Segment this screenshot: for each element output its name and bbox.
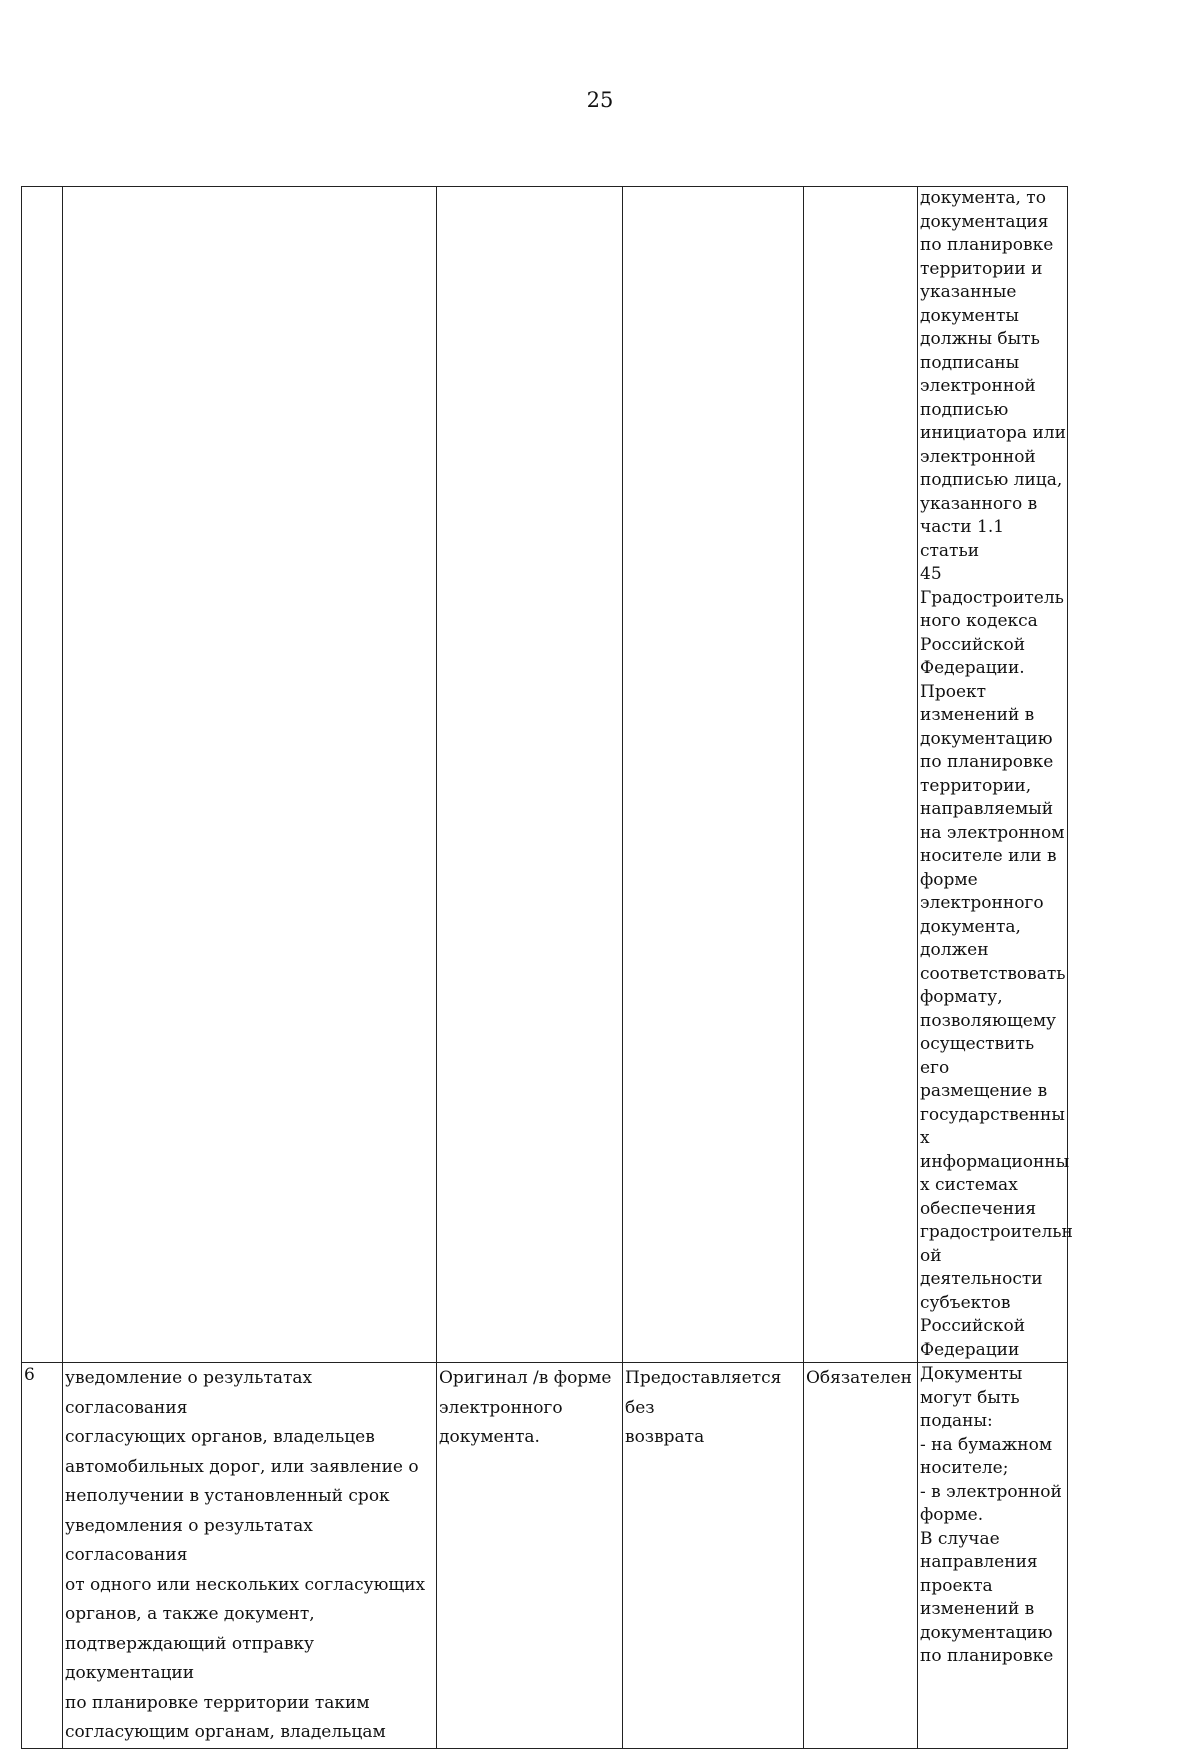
return-terms-text: Предоставляется без возврата	[625, 1368, 782, 1447]
cell-description	[63, 1363, 437, 1749]
cell-number	[22, 1363, 63, 1749]
row-number: 6	[24, 1365, 35, 1385]
cell-return-terms	[623, 1363, 804, 1749]
description-text: уведомление о результатах согласования согласующих органов, владельцев автомобильных дорог, или заявление о неполучении в установленный срок уведомления о результатах согласования от одного или нескольких согласующих органов, а также документ, подтверждающий отправку документации по планировке территории таким согласующим органам, владельцам	[65, 1368, 426, 1742]
cell-number	[22, 187, 63, 1363]
cell-notes	[918, 1363, 1068, 1749]
cell-document-form	[437, 187, 623, 1363]
page-number: 25	[586, 88, 614, 112]
cell-requirement	[804, 1363, 918, 1749]
cell-document-form	[437, 1363, 623, 1749]
documents-table	[21, 186, 1073, 1749]
cell-return-terms	[623, 187, 804, 1363]
table-row-continuation	[22, 187, 1068, 1363]
cell-notes	[918, 187, 1073, 1363]
notes-text: документа, то документация по планировке территории и указанные документы должны быть подписаны электронной подписью инициатора или электронной подписью лица, указанного в части 1.1 статьи 45 Градостроитель ного кодекса Российской Федерации. Проект изменений в документацию по планировке территории, направляемый на электронном носителе или в форме электронного документа, должен соответствовать формату, позволяющему осуществить его размещение в государственны х информационны х системах обеспечения градостроительн ой деятельности субъектов Российской Федерации	[920, 188, 1073, 1360]
document-form-text: Оригинал /в форме электронного документа.	[439, 1368, 612, 1447]
requirement-text: Обязателен	[806, 1368, 912, 1388]
table-row-6	[22, 1363, 1068, 1749]
cell-requirement	[804, 187, 918, 1363]
cell-description	[63, 187, 437, 1363]
notes-text: Документы могут быть поданы: - на бумажном носителе; - в электронной форме. В случае направления проекта изменений в документацию по планировке	[920, 1364, 1062, 1666]
